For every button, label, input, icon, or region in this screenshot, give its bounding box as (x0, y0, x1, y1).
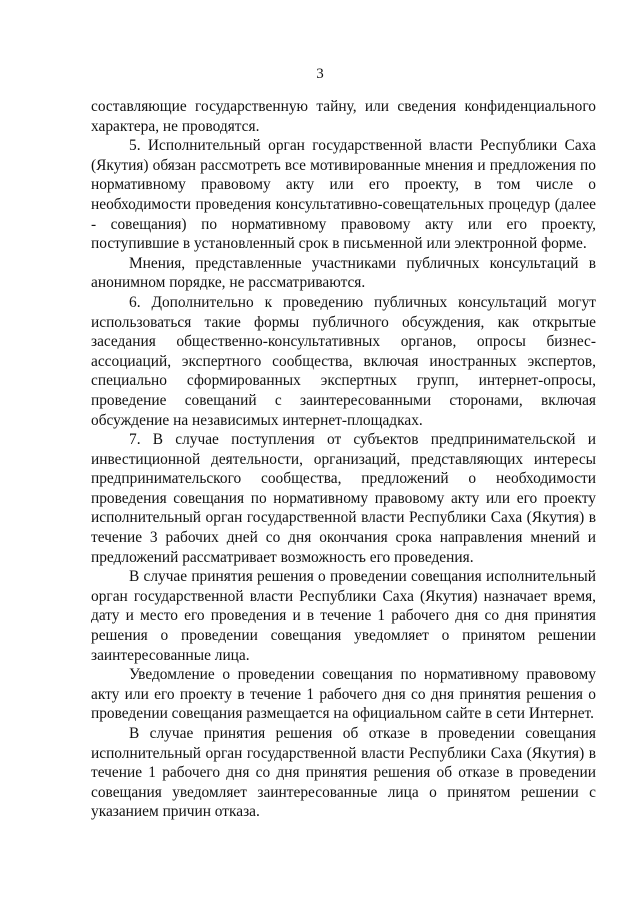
paragraph-anonymous-opinions: Мнения, представленные участниками публичных консультаций в анонимном порядке, не рассматриваются. (91, 254, 596, 292)
paragraph-item-6: 6. Дополнительно к проведению публичных консультаций могут использоваться такие формы публичного обсуждения, как открытые заседания общественно-консультативных органов, опросы бизнес-ассоциаций, экспертного сообщества, включая иностранных экспертов, специально сформированных экспертных групп, интернет-опросы, проведение совещаний с заинтересованными сторонами, включая обсуждение на независимых интернет-площадках. (91, 293, 596, 429)
page-number: 3 (316, 66, 324, 82)
paragraph-continuation: составляющие государственную тайну, или сведения конфиденциального характера, не проводятся. (91, 98, 596, 135)
paragraph-item-7: 7. В случае поступления от субъектов предпринимательской и инвестиционной деятельности, организаций, представляющих интересы предпринимательского сообщества, предложений о необходимости проведения совещания по нормативному правовому акту или его проекту исполнительный орган государственной власти Республики Саха (Якутия) в течение 3 рабочих дней со дня окончания срока направления мнений и предложений рассматривает возможность его проведения. (91, 431, 596, 566)
paragraph-item-5: 5. Исполнительный орган государственной власти Республики Саха (Якутия) обязан рассмотреть все мотивированные мнения и предложения по нормативному правовому акту или его проекту, в том числе о необходимости проведения консультативно-совещательных процедур (далее - совещания) по нормативному правовому акту или его проекту, поступившие в установленный срок в письменной или электронной форме. (91, 137, 596, 253)
paragraph-meeting-notice: Уведомление о проведении совещания по нормативному правовому акту или его проекту в течение 1 рабочего дня со дня принятия решения о проведении совещания размещается на официальном сайте в сети Интернет. (91, 666, 596, 723)
paragraph-meeting-refusal: В случае принятия решения об отказе в проведении совещания исполнительный орган государственной власти Республики Саха (Якутия) в течение 1 рабочего дня со дня принятия решения об отказе в проведении совещания уведомляет заинтересованные лица о принятом решении с указанием причин отказа. (91, 725, 596, 821)
document-body (91, 97, 596, 822)
paragraph-meeting-decision: В случае принятия решения о проведении совещания исполнительный орган государственной власти Республики Саха (Якутия) назначает время, дату и место его проведения и в течение 1 рабочего дня со дня принятия решения о проведении совещания уведомляет о принятом решении заинтересованные лица. (91, 568, 596, 664)
